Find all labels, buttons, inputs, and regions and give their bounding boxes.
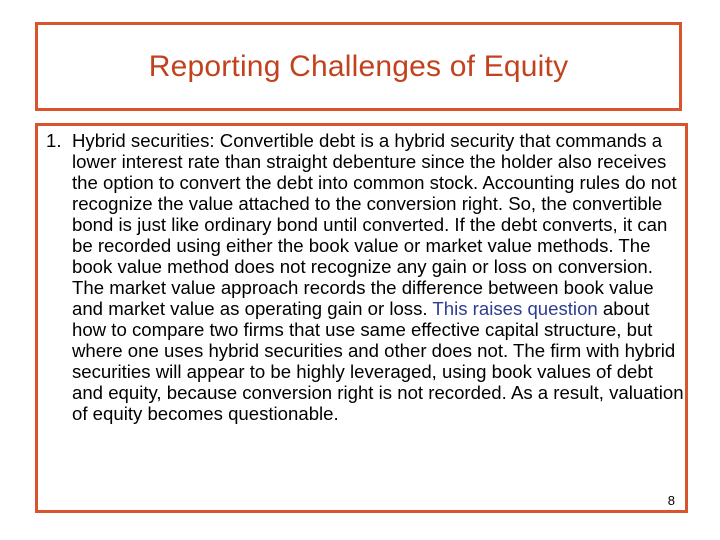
content-box [35, 123, 688, 513]
slide-title: Reporting Challenges of Equity [148, 49, 569, 83]
title-box [35, 22, 682, 111]
list-item [46, 130, 686, 424]
page-number: 8 [667, 493, 675, 508]
list-item-number: 1. [46, 130, 62, 151]
content-list [46, 130, 686, 424]
highlighted-phrase: This raises question [432, 298, 598, 319]
list-item-text-before: Hybrid securities: Convertible debt is a hybrid security that commands a lower interest rate than straight debenture since the holder also receives the option to convert the debt into common stock. Accounting rules do not recognize the value attached to the conversion right. So, the convertible bond is just like ordinary bond until converted. If the debt converts, it can be recorded using either the book value or market value methods. The book value method does not recognize any gain or loss on conversion. The market value approach records the difference between book value and market value as operating gain or loss. [72, 130, 677, 319]
list-item-text-after: about how to compare two firms that use same effective capital structure, but where one uses hybrid securities and other does not. The firm with hybrid securities will appear to be highly leveraged, using book values of debt and equity, because conversion right is not recorded. As a result, valuation of equity becomes questionable. [72, 298, 684, 424]
